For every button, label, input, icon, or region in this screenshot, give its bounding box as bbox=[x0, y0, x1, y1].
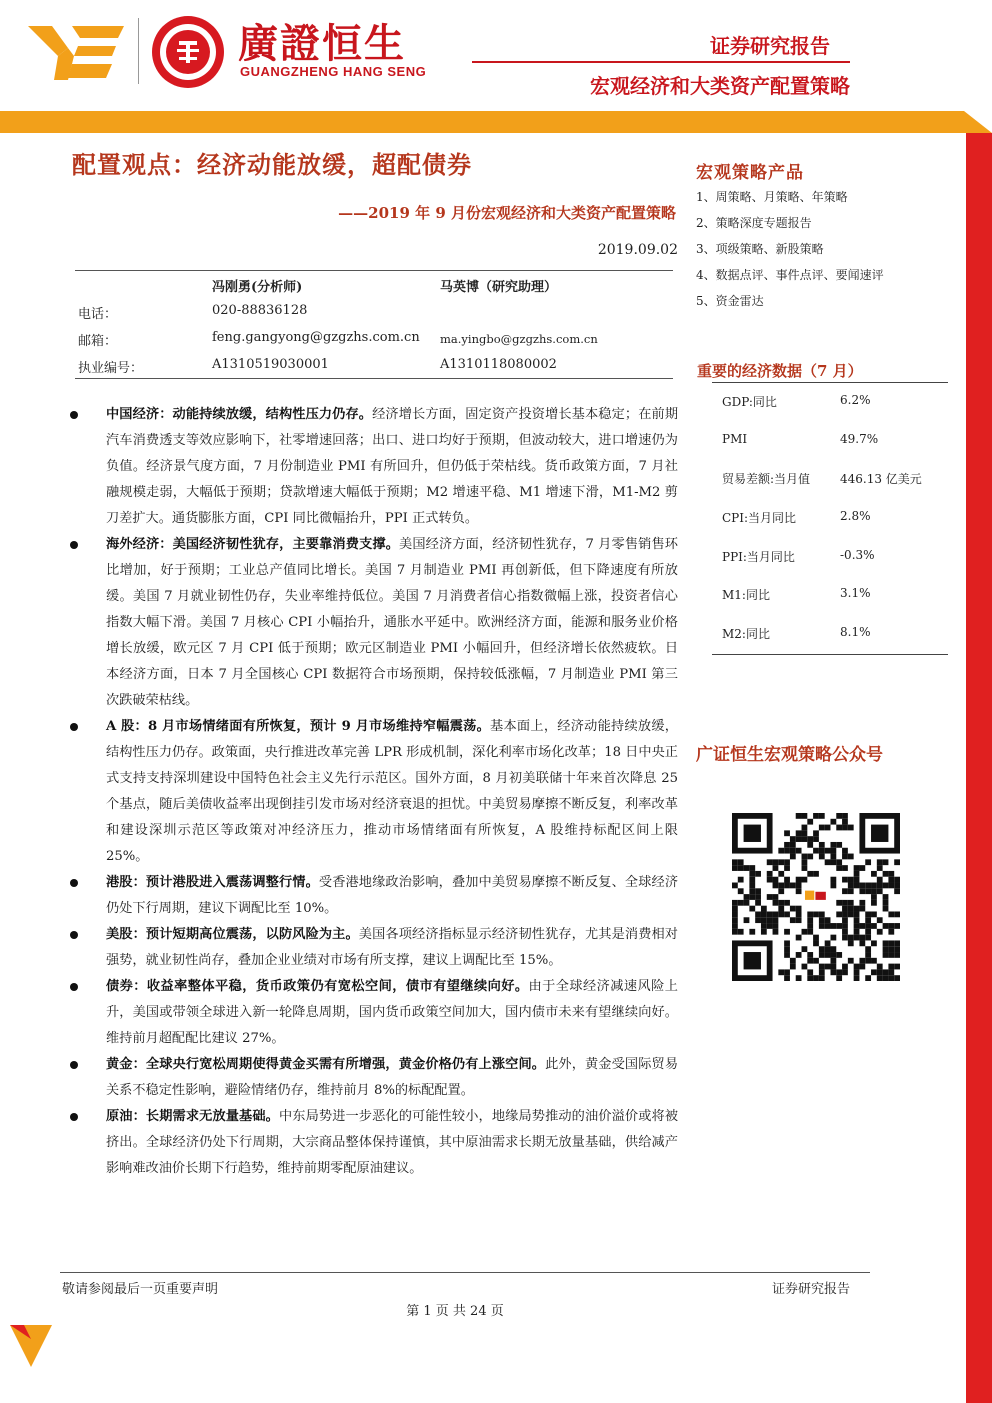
bullet-a-shares bbox=[70, 714, 678, 870]
footer-disclaimer: 敬请参阅最后一页重要声明 bbox=[62, 1282, 219, 1297]
product-item: 5、资金雷达 bbox=[696, 294, 764, 308]
wechat-account-title: 广证恒生宏观策略公众号 bbox=[696, 745, 883, 765]
email-label: 邮箱： bbox=[78, 334, 118, 349]
bullet-dot-icon bbox=[70, 983, 78, 991]
author-email-row bbox=[78, 330, 678, 350]
bullet-body: 中东局势进一步恶化的可能性较小，地缘局势推动的油价溢价或将被挤出。全球经济仍处下行周期，大宗商品整体保持谨慎，其中原油需求长期无放量基础，供给减产影响难改油价长期下行趋势，维持前期零配原油建议。 bbox=[106, 1109, 679, 1176]
bullet-dot-icon bbox=[70, 723, 78, 731]
qr-code-icon[interactable] bbox=[732, 812, 900, 982]
page-title: 配置观点：经济动能放缓，超配债券 bbox=[72, 151, 472, 179]
ye-logo-icon bbox=[28, 22, 124, 82]
hang-seng-seal-icon bbox=[152, 16, 224, 88]
econ-label: M1:同比 bbox=[722, 588, 770, 603]
bullet-body: 美国经济方面，经济韧性犹存，7 月零售销售环比增加，好于预期；工业总产值同比增长。美国 7 月制造业 PMI 再创新低，但下降速度有所放缓。美国 7 月就业韧性仍存，失业率维持低位。美国 7 月消费者信心指数微幅上涨，投资者信心指数大幅下滑。美国 7 月核心 CPI 小幅抬升，通胀水平延中。欧洲经济方面，能源和服务业价格增长放缓，欧元区 7 月 CPI 低于预期；欧元区制造业 PMI 小幅回升，但经济增长依然疲软。日本经济方面，日本 7 月全国核心 CPI 数据符合市场预期，保持较低涨幅，7 月制造业 PMI 第三次跌破荣枯线。 bbox=[106, 537, 678, 708]
econ-data-title: 重要的经济数据（7 月） bbox=[697, 362, 863, 380]
footer-doc-type: 证券研究报告 bbox=[771, 1282, 850, 1297]
footer-corner-icon bbox=[10, 1325, 52, 1367]
bullet-crude-oil bbox=[70, 1104, 678, 1182]
product-item: 4、数据点评、事件点评、要闻速评 bbox=[696, 268, 884, 282]
bullet-body: 由于全球经济减速风险上升，美国或带领全球进入新一轮降息周期，国内货币政策空间加大，国内债市未来有望继续向好。维持前月超配配比建议 27%。 bbox=[106, 979, 678, 1046]
bullet-china-economy bbox=[70, 402, 678, 532]
orange-band-corner bbox=[964, 111, 992, 133]
econ-data-table bbox=[712, 382, 948, 653]
report-series: 宏观经济和大类资产配置策略 bbox=[590, 74, 850, 98]
page-number: 第 1 页 共 24 页 bbox=[406, 1304, 504, 1319]
author-phone-row bbox=[78, 303, 678, 323]
bullet-lead: A 股：8 月市场情绪面有所恢复，预计 9 月市场维持窄幅震荡。 bbox=[106, 719, 491, 734]
bullet-dot-icon bbox=[70, 879, 78, 887]
bullet-us-shares bbox=[70, 922, 678, 974]
analyst-name: 冯刚勇(分析师) bbox=[212, 280, 303, 295]
summary-bullets bbox=[70, 402, 678, 1182]
econ-label: PPI:当月同比 bbox=[722, 549, 795, 564]
phone-label: 电话： bbox=[78, 307, 118, 322]
brand-name-cn: 廣證恒生 bbox=[238, 21, 406, 67]
assistant-license: A1310118080002 bbox=[440, 357, 557, 372]
bullet-body: 受香港地缘政治影响，叠加中美贸易摩擦不断反复、全球经济仍处下行周期，建议下调配比至 10%。 bbox=[106, 875, 679, 916]
author-license-row bbox=[78, 357, 678, 377]
bullet-lead: 美股：预计短期高位震荡，以防风险为主。 bbox=[106, 927, 359, 942]
bullet-lead: 中国经济：动能持续放缓，结构性压力仍存。 bbox=[106, 407, 373, 422]
assistant-email[interactable]: ma.yingbo@gzgzhs.com.cn bbox=[440, 332, 598, 346]
bullet-body: 基本面上，经济动能持续放缓，结构性压力仍存。政策面，央行推进改革完善 LPR 形成机制，深化利率市场化改革；18 日中央正式支持支持深圳建设中国特色社会主义先行示范区。国外方面，8 月初美联储十年来首次降息 25 个基点，随后美债收益率出现倒挂引发市场对经济衰退的担忧。中美贸易摩擦不断反复，利率改革和建设深圳示范区等政策对冲经济压力，推动市场情绪面有所恢复，A 股维持标配区间上限 25%。 bbox=[106, 719, 678, 864]
bullet-lead: 港股：预计港股进入震荡调整行情。 bbox=[106, 875, 319, 890]
econ-row-m2 bbox=[712, 614, 948, 653]
bullet-gold bbox=[70, 1052, 678, 1104]
header-rule bbox=[472, 61, 850, 63]
author-table-bottom-rule bbox=[75, 378, 673, 379]
econ-value: 2.8% bbox=[840, 509, 871, 524]
bullet-body: 美国各项经济指标显示经济韧性犹存，尤其是消费相对强势，就业韧性尚存，叠加企业业绩对市场有所支撑，建议上调配比至 15%。 bbox=[106, 927, 678, 968]
econ-row-ppi bbox=[712, 537, 948, 576]
author-table-top-rule bbox=[75, 270, 673, 271]
orange-header-band bbox=[0, 111, 964, 133]
page-subtitle: ——2019 年 9 月份宏观经济和大类资产配置策略 bbox=[338, 204, 676, 222]
bullet-bonds bbox=[70, 974, 678, 1052]
analyst-license: A1310519030001 bbox=[212, 357, 329, 372]
analyst-phone: 020-88836128 bbox=[212, 303, 308, 318]
econ-value: 6.2% bbox=[840, 393, 871, 407]
report-date: 2019.09.02 bbox=[597, 242, 678, 258]
econ-row-cpi bbox=[712, 498, 948, 537]
bullet-dot-icon bbox=[70, 1061, 78, 1069]
brand-name-en: GUANGZHENG HANG SENG bbox=[240, 64, 427, 79]
page-header bbox=[0, 0, 992, 112]
bullet-lead: 债券：收益率整体平稳，货币政策仍有宽松空间，债市有望继续向好。 bbox=[106, 979, 529, 994]
econ-label: M2:同比 bbox=[722, 627, 770, 642]
right-red-bar bbox=[966, 133, 992, 1403]
analyst-email[interactable]: feng.gangyong@gzgzhs.com.cn bbox=[212, 330, 420, 345]
econ-label: GDP:同比 bbox=[722, 395, 777, 409]
econ-label: PMI bbox=[722, 431, 748, 446]
econ-label: CPI:当月同比 bbox=[722, 511, 797, 526]
logo-divider bbox=[138, 18, 139, 84]
bullet-body: 此外，黄金受国际贸易关系不稳定性影响，避险情绪仍存，维持前月 8%的标配配置。 bbox=[106, 1057, 679, 1098]
econ-value: 3.1% bbox=[840, 586, 871, 601]
econ-table-bottom-rule bbox=[712, 654, 948, 655]
econ-label: 贸易差额:当月值 bbox=[722, 472, 811, 487]
products-list bbox=[696, 184, 884, 314]
assistant-name: 马英博（研究助理） bbox=[440, 280, 558, 295]
bullet-lead: 海外经济：美国经济韧性犹存，主要靠消费支撑。 bbox=[106, 537, 400, 552]
econ-value: 446.13 亿美元 bbox=[840, 472, 922, 487]
bullet-overseas-economy bbox=[70, 532, 678, 714]
econ-value: -0.3% bbox=[840, 547, 875, 562]
bullet-dot-icon bbox=[70, 411, 78, 419]
author-names-row bbox=[78, 276, 678, 296]
bullet-hk-shares bbox=[70, 870, 678, 922]
product-item: 1、周策略、月策略、年策略 bbox=[696, 190, 848, 204]
bullet-dot-icon bbox=[70, 931, 78, 939]
bullet-lead: 黄金：全球央行宽松周期使得黄金买需有所增强，黄金价格仍有上涨空间。 bbox=[106, 1057, 546, 1072]
bullet-dot-icon bbox=[70, 1113, 78, 1121]
econ-row-trade-balance bbox=[712, 459, 948, 498]
footer-rule bbox=[60, 1272, 870, 1273]
bullet-dot-icon bbox=[70, 541, 78, 549]
econ-row-pmi bbox=[712, 421, 948, 460]
product-item: 2、策略深度专题报告 bbox=[696, 216, 812, 230]
econ-value: 8.1% bbox=[840, 625, 871, 640]
econ-row-m1 bbox=[712, 575, 948, 614]
bullet-lead: 原油：长期需求无放量基础。 bbox=[106, 1109, 279, 1124]
products-title: 宏观策略产品 bbox=[696, 163, 804, 183]
product-item: 3、项级策略、新股策略 bbox=[696, 242, 824, 256]
report-type: 证券研究报告 bbox=[710, 34, 830, 58]
license-label: 执业编号： bbox=[78, 361, 144, 376]
bullet-body: 经济增长方面，固定资产投资增长基本稳定；在前期汽车消费透支等效应影响下，社零增速回落；出口、进口均好于预期，但波动较大，进口增速仍为负值。经济景气度方面，7 月份制造业 PMI 有所回升，但仍低于荣枯线。货币政策方面，7 月社融规模走弱，大幅低于预期；贷款增速大幅低于预期；M2 增速平稳、M1 增速下滑，M1-M2 剪刀差扩大。通货膨胀方面，CPI 同比微幅抬升，PPI 正式转负。 bbox=[106, 407, 679, 526]
econ-row-gdp bbox=[712, 382, 948, 421]
econ-value: 49.7% bbox=[840, 431, 879, 446]
